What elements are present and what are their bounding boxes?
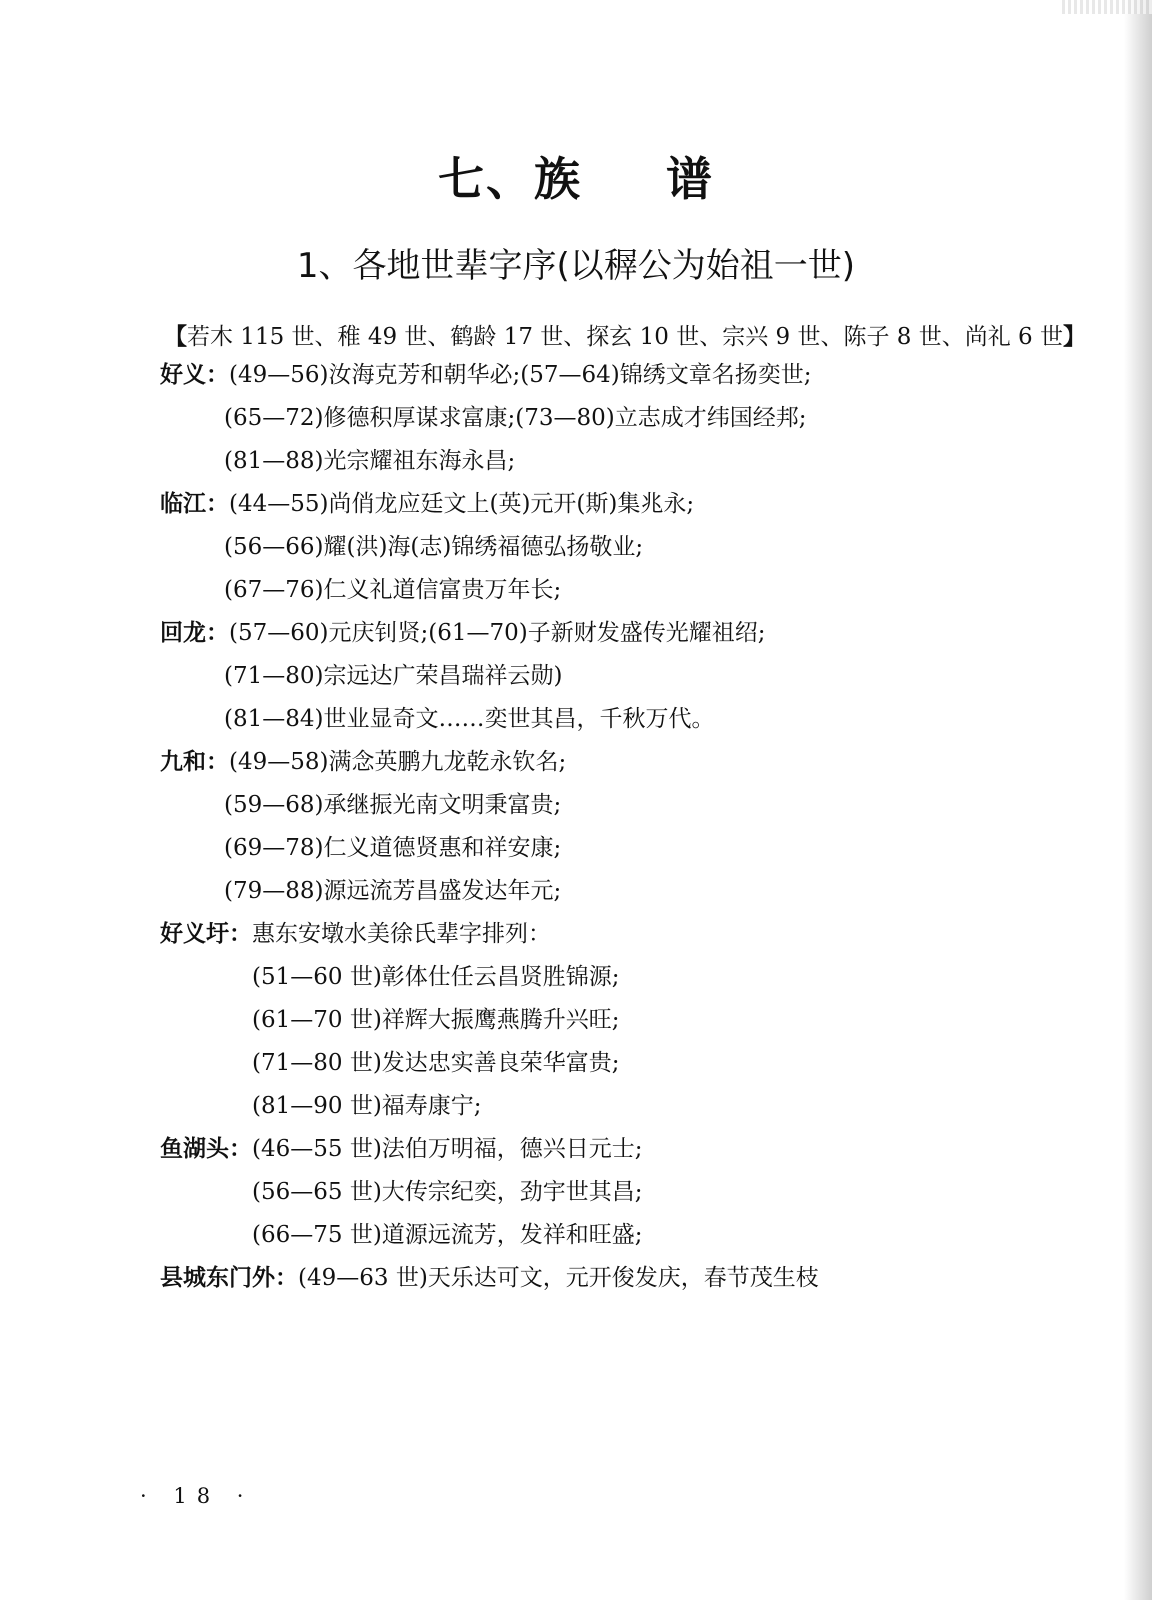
summary-close-bracket: 】	[1062, 324, 1086, 350]
entry-name-huilong: 回龙：	[160, 620, 229, 646]
section-subtitle: 1、各地世辈字序(以稺公为始祖一世)	[296, 246, 856, 286]
entry-text: (49—56)汝海克芳和朝华必;(57—64)锦绣文章名扬奕世;	[229, 362, 812, 388]
entry-text: (49—63 世)天乐达可文，元开俊发庆，春节茂生枝	[298, 1265, 819, 1291]
entry-linjiang-line-2: (56—66)耀(洪)海(志)锦绣福德弘扬敬业;	[224, 534, 644, 560]
entry-name-haoyiwei: 好义圩：	[160, 921, 252, 947]
entry-yuhutou-line-3: (66—75 世)道源远流芳，发祥和旺盛;	[252, 1222, 643, 1248]
entry-jiuhe-line-1	[160, 747, 566, 777]
entry-huilong-line-1	[160, 618, 765, 648]
entry-yuhutou-line-1	[160, 1134, 643, 1164]
entry-name-linjiang: 临江：	[160, 491, 229, 517]
entry-huilong-line-3: (81—84)世业显奇文……奕世其昌，千秋万代。	[224, 706, 715, 732]
entry-text: (57—60)元庆钊贤;(61—70)子新财发盛传光耀祖绍;	[229, 620, 766, 646]
entry-name-yuhutou: 鱼湖头：	[160, 1136, 252, 1162]
entry-yuhutou-line-2: (56—65 世)大传宗纪奕，劲宇世其昌;	[252, 1179, 643, 1205]
entry-text: (46—55 世)法伯万明福，德兴日元士;	[252, 1136, 643, 1162]
summary-open-bracket: 【	[164, 324, 187, 350]
entry-linjiang-line-3: (67—76)仁义礼道信富贵万年长;	[224, 577, 562, 603]
entry-name-xianchengdongmen: 县城东门外：	[160, 1265, 298, 1291]
entry-haoyiwei-line-5: (81—90 世)福寿康宁;	[252, 1093, 482, 1119]
entry-haoyi-line-3: (81—88)光宗耀祖东海永昌;	[224, 448, 516, 474]
title-left: 七、族	[438, 152, 582, 206]
entry-haoyi-line-1	[160, 360, 811, 390]
entry-jiuhe-line-2: (59—68)承继振光南文明秉富贵;	[224, 792, 562, 818]
entry-haoyiwei-line-4: (71—80 世)发达忠实善良荣华富贵;	[252, 1050, 620, 1076]
entry-huilong-line-2: (71—80)宗远达广荣昌瑞祥云勋)	[224, 663, 563, 689]
page-number: · 18 ·	[140, 1484, 254, 1508]
entry-text: (44—55)尚俏龙应廷文上(英)元开(斯)集兆永;	[229, 491, 695, 517]
entry-haoyi-line-2: (65—72)修德积厚谋求富康;(73—80)立志成才纬国经邦;	[224, 405, 807, 431]
entry-jiuhe-line-4: (79—88)源远流芳昌盛发达年元;	[224, 878, 562, 904]
entry-name-jiuhe: 九和：	[160, 749, 229, 775]
entry-haoyiwei-line-2: (51—60 世)彰体仕任云昌贤胜锦源;	[252, 964, 620, 990]
entry-linjiang-line-1	[160, 489, 694, 519]
title-right: 谱	[666, 152, 714, 206]
entry-text: 惠东安墩水美徐氏辈字排列：	[252, 921, 551, 947]
entry-text: (49—58)满念英鹏九龙乾永钦名;	[229, 749, 567, 775]
entry-haoyiwei-line-3: (61—70 世)祥辉大振鹰燕腾升兴旺;	[252, 1007, 620, 1033]
entry-haoyiwei-line-1	[160, 919, 551, 949]
scan-edge-noise	[1062, 0, 1152, 14]
entry-xianchengdongmen-line-1	[160, 1263, 819, 1293]
summary-text: 若木 115 世、稚 49 世、鹤龄 17 世、探玄 10 世、宗兴 9 世、陈子 8 世、尚礼 6 世	[187, 324, 1063, 350]
entry-jiuhe-line-3: (69—78)仁义道德贤惠和祥安康;	[224, 835, 562, 861]
generation-summary	[164, 318, 1086, 351]
entry-name-haoyi: 好义：	[160, 362, 229, 388]
page-title	[0, 143, 1152, 209]
